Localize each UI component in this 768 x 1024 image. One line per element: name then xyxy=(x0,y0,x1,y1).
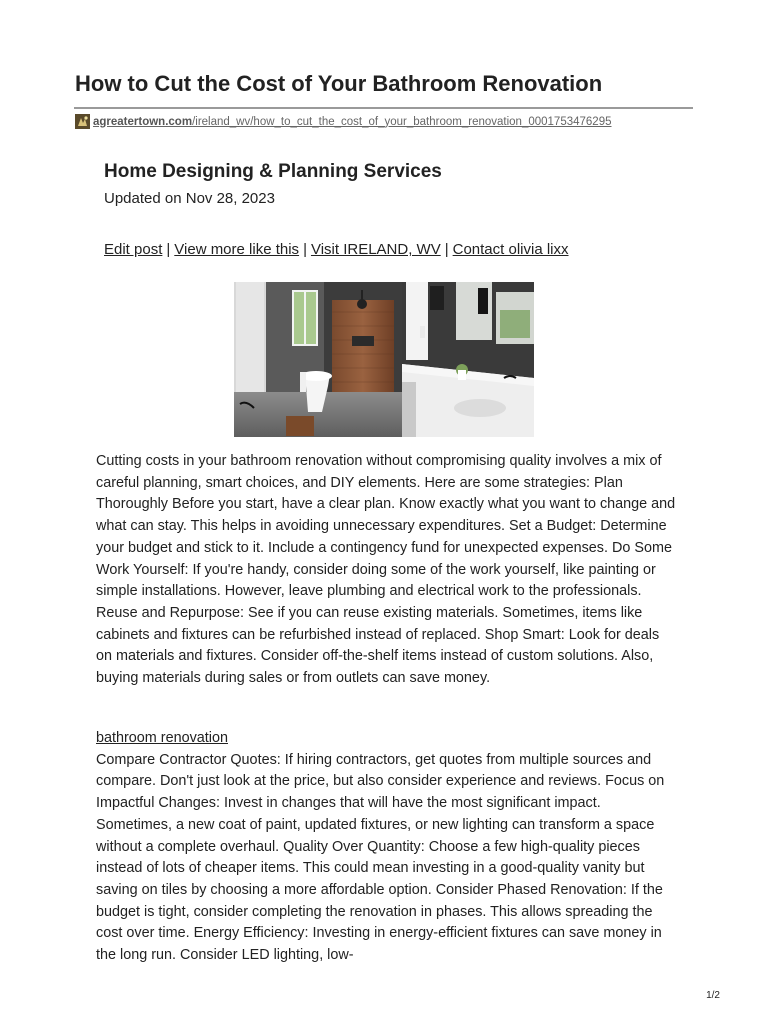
link-separator: | xyxy=(303,241,307,258)
visit-location-link[interactable]: Visit IRELAND, WV xyxy=(310,241,441,258)
section-heading: Home Designing & Planning Services xyxy=(104,161,442,182)
bathroom-photo xyxy=(234,282,534,437)
bathroom-renovation-link[interactable]: bathroom renovation xyxy=(96,730,228,746)
body-section-2 xyxy=(96,728,676,967)
site-favicon-icon xyxy=(75,114,90,129)
source-line xyxy=(75,114,612,129)
contact-link[interactable]: Contact olivia lixx xyxy=(452,241,569,258)
link-separator: | xyxy=(444,241,449,258)
source-domain: agreatertown.com xyxy=(93,115,193,128)
body-paragraph-2: Compare Contractor Quotes: If hiring contractors, get quotes from multiple sources and compare. Don't just look at the price, but also consider experience and reviews. Focus on Impactful Changes: Invest in changes that will have the most significant impact. Sometimes, a new coat of paint, updated fixtures, or new lighting can transform a space without a complete overhaul. Quality Over Quantity: Choose a few high-quality pieces instead of lots of cheaper items. This could mean investing in a good-quality vanity but saving on tiles by choosing a more affordable option. Consider Phased Renovation: If the budget is tight, consider completing the renovation in phases. This allows spreading the cost over time. Energy Efficiency: Investing in energy-efficient fixtures can save money in the long run. Consider LED lighting, low- xyxy=(96,751,665,964)
source-link[interactable] xyxy=(93,116,612,128)
title-divider xyxy=(74,107,693,109)
edit-post-link[interactable]: Edit post xyxy=(104,241,163,258)
view-more-link[interactable]: View more like this xyxy=(174,241,300,258)
post-links xyxy=(104,241,569,258)
link-separator: | xyxy=(166,241,171,258)
updated-date: Updated on Nov 28, 2023 xyxy=(104,190,275,207)
source-path: /ireland_wv/how_to_cut_the_cost_of_your_bathroom_renovation_0001753476295 xyxy=(192,115,612,128)
page-title: How to Cut the Cost of Your Bathroom Renovation xyxy=(75,71,603,96)
body-paragraph-1: Cutting costs in your bathroom renovation without compromising quality involves a mix of careful planning, smart choices, and DIY elements. Here are some strategies: Plan Thoroughly Before you start, have a clear plan. Know exactly what you want to change and what can stay. This helps in avoiding unnecessary expenditures. Set a Budget: Determine your budget and stick to it. Include a contingency fund for unexpected expenses. Do Some Work Yourself: If you're handy, consider doing some of the work yourself, like painting or simple installations. However, leave plumbing and electrical work to the professionals. Reuse and Repurpose: See if you can reuse existing materials. Sometimes, items like cabinets and fixtures can be refurbished instead of replaced. Shop Smart: Look for deals on materials and fixtures. Consider off-the-shelf items instead of custom solutions. Also, buying materials during sales or from outlets can save money. xyxy=(96,453,676,687)
page-number: 1/2 xyxy=(706,990,720,1001)
